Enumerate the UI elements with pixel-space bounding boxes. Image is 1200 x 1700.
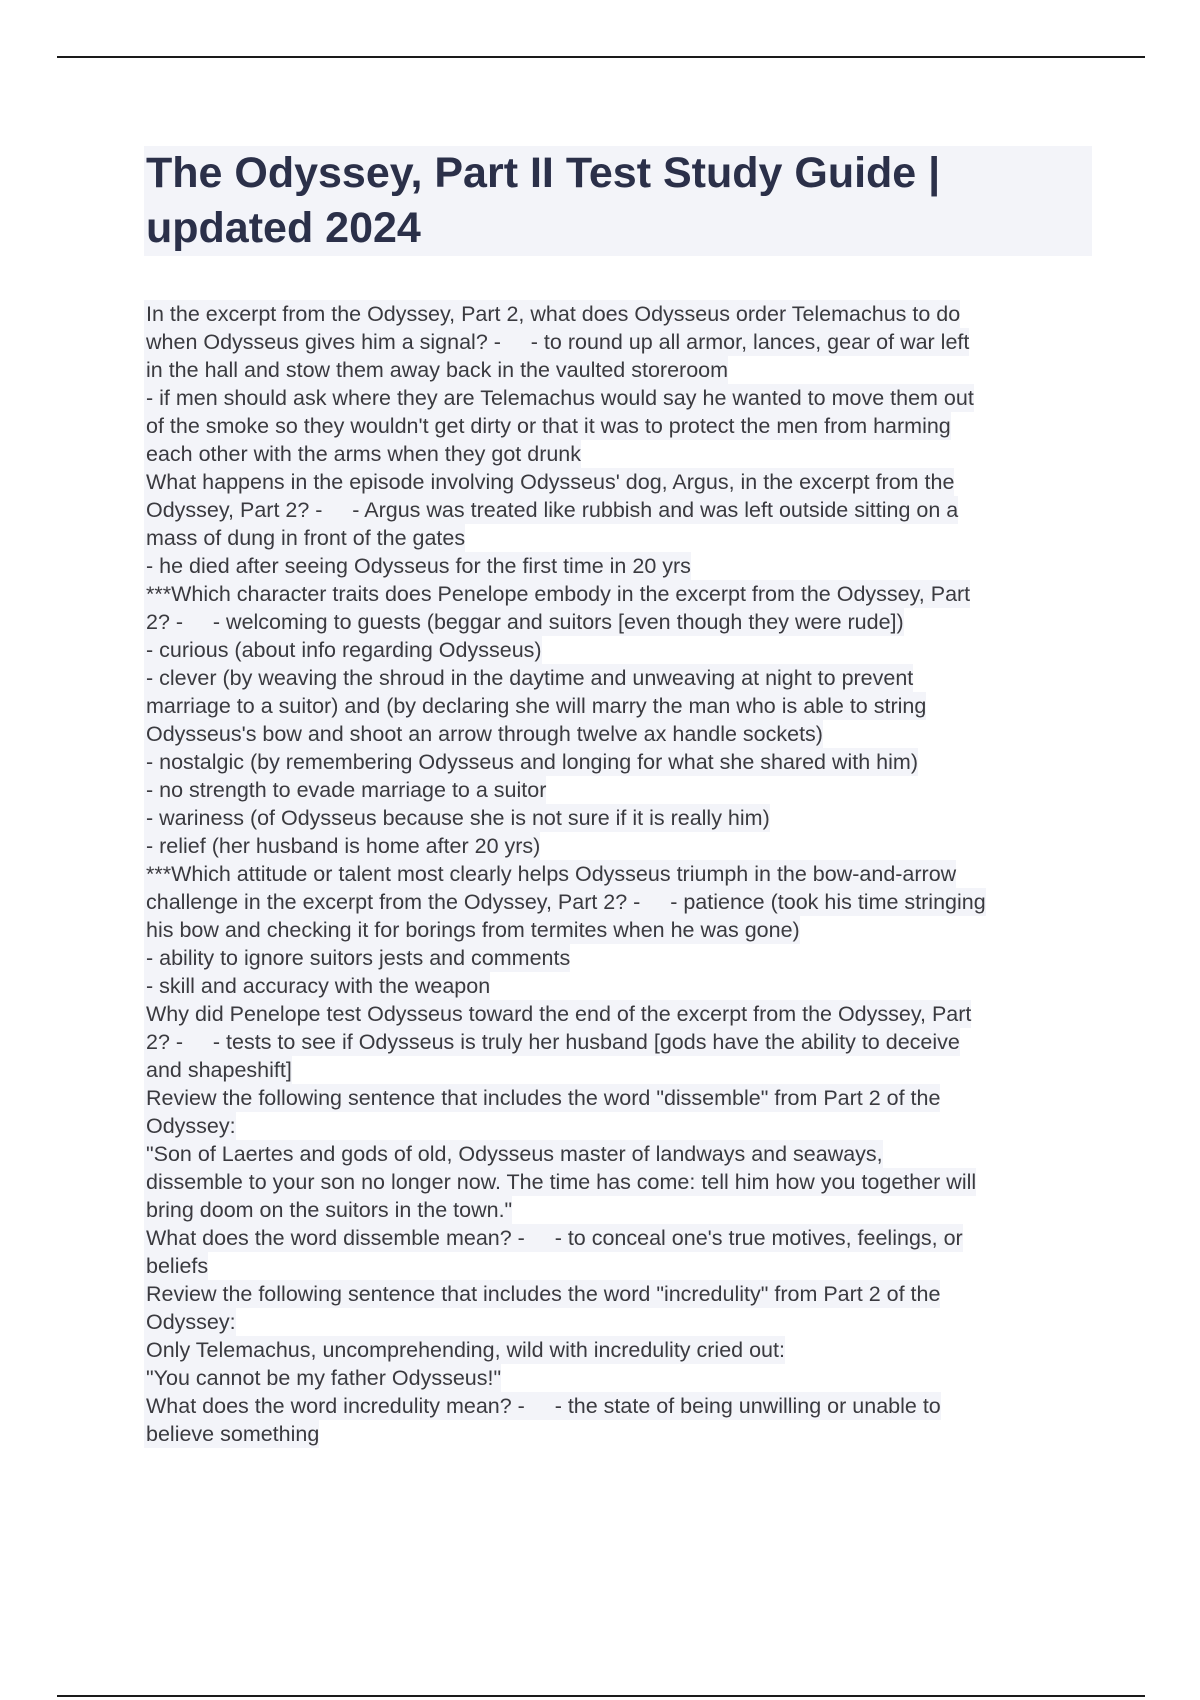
text-line: mass of dung in front of the gates <box>146 526 466 550</box>
text-line: marriage to a suitor) and (by declaring she will marry the man who is able to string <box>146 694 927 718</box>
bottom-divider <box>57 1695 1145 1697</box>
text-line: beliefs <box>146 1254 209 1278</box>
text-line: bring doom on the suitors in the town." <box>146 1198 513 1222</box>
text-line: "Son of Laertes and gods of old, Odysseus master of landways and seaways, <box>146 1142 883 1166</box>
text-line: - if men should ask where they are Telemachus would say he wanted to move them out <box>146 386 974 410</box>
text-line: Review the following sentence that includes the word "dissemble" from Part 2 of the <box>146 1086 941 1110</box>
text-line: - no strength to evade marriage to a suitor <box>146 778 547 802</box>
text-line: "You cannot be my father Odysseus!" <box>146 1366 502 1390</box>
text-line: - nostalgic (by remembering Odysseus and longing for what she shared with him) <box>146 750 918 774</box>
text-line: 2? - - tests to see if Odysseus is truly her husband [gods have the ability to deceive <box>146 1030 960 1054</box>
text-line: his bow and checking it for borings from termites when he was gone) <box>146 918 800 942</box>
text-line: dissemble to your son no longer now. The time has come: tell him how you together will <box>146 1170 977 1194</box>
study-guide-body <box>144 300 1089 1448</box>
title-block <box>144 146 1092 256</box>
page-title <box>146 146 1092 256</box>
text-line: What does the word incredulity mean? - - the state of being unwilling or unable to <box>146 1394 941 1418</box>
text-line: ***Which character traits does Penelope embody in the excerpt from the Odyssey, Part <box>146 582 971 606</box>
text-line: of the smoke so they wouldn't get dirty or that it was to protect the men from harming <box>146 414 951 438</box>
text-line: Odyssey: <box>146 1310 236 1334</box>
text-line: believe something <box>146 1422 320 1446</box>
text-line: Odyssey: <box>146 1114 236 1138</box>
text-line: Review the following sentence that includes the word "incredulity" from Part 2 of the <box>146 1282 941 1306</box>
text-line: Odyssey, Part 2? - - Argus was treated like rubbish and was left outside sitting on a <box>146 498 959 522</box>
text-line: - ability to ignore suitors jests and comments <box>146 946 571 970</box>
text-line: each other with the arms when they got drunk <box>146 442 582 466</box>
text-line: Odysseus's bow and shoot an arrow through twelve ax handle sockets) <box>146 722 823 746</box>
text-line: 2? - - welcoming to guests (beggar and suitors [even though they were rude]) <box>146 610 904 634</box>
text-line: Why did Penelope test Odysseus toward the end of the excerpt from the Odyssey, Part <box>146 1002 972 1026</box>
text-line: ***Which attitude or talent most clearly helps Odysseus triumph in the bow-and-arrow <box>146 862 957 886</box>
title-line-2: updated 2024 <box>146 204 421 252</box>
text-line: challenge in the excerpt from the Odyssey, Part 2? - - patience (took his time stringing <box>146 890 986 914</box>
text-line: - he died after seeing Odysseus for the first time in 20 yrs <box>146 554 691 578</box>
text-line: and shapeshift] <box>146 1058 292 1082</box>
text-line: What happens in the episode involving Odysseus' dog, Argus, in the excerpt from the <box>146 470 955 494</box>
text-line: - wariness (of Odysseus because she is not sure if it is really him) <box>146 806 770 830</box>
text-line: In the excerpt from the Odyssey, Part 2, what does Odysseus order Telemachus to do <box>146 302 961 326</box>
text-line: - relief (her husband is home after 20 yrs) <box>146 834 541 858</box>
text-line: Only Telemachus, uncomprehending, wild with incredulity cried out: <box>146 1338 785 1362</box>
text-line: What does the word dissemble mean? - - to conceal one's true motives, feelings, or <box>146 1226 963 1250</box>
text-line: - curious (about info regarding Odysseus) <box>146 638 542 662</box>
title-line-1: The Odyssey, Part II Test Study Guide | <box>146 149 941 197</box>
top-divider <box>57 56 1145 58</box>
text-line: in the hall and stow them away back in the vaulted storeroom <box>146 358 729 382</box>
text-line: - skill and accuracy with the weapon <box>146 974 491 998</box>
text-line: - clever (by weaving the shroud in the daytime and unweaving at night to prevent <box>146 666 914 690</box>
text-line: when Odysseus gives him a signal? - - to round up all armor, lances, gear of war left <box>146 330 970 354</box>
